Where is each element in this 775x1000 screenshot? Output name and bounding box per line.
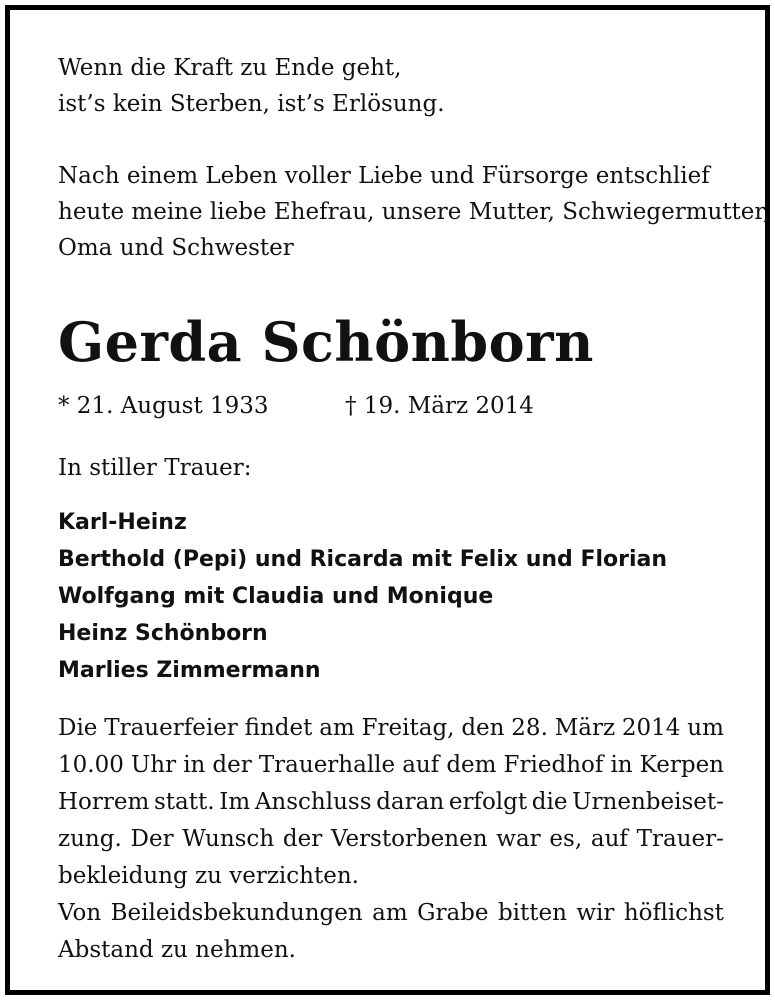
service-word: Abstand zu nehmen.: [58, 937, 296, 963]
family-member: Marlies Zimmermann: [58, 658, 321, 683]
intro-line: Oma und Schwester: [58, 235, 294, 261]
service-word: der: [212, 752, 252, 778]
service-line: [58, 895, 724, 932]
service-word: Die: [58, 715, 98, 741]
motto-line: ist’s kein Sterben, ist’s Erlösung.: [58, 91, 445, 117]
service-line: [58, 821, 724, 858]
deceased-name: Gerda Schönborn: [58, 310, 594, 374]
service-word: am: [372, 900, 408, 926]
service-word: war: [496, 826, 541, 852]
service-word: Im: [219, 789, 251, 815]
motto: [58, 50, 445, 122]
service-line: [58, 858, 724, 895]
intro-line: heute meine liebe Ehefrau, unsere Mutter, Schwiegermutter,: [58, 199, 771, 225]
service-word: es,: [549, 826, 583, 852]
service-word: 28.: [511, 715, 548, 741]
service-line: [58, 784, 724, 821]
service-word: um: [687, 715, 724, 741]
service-word: Horrem: [58, 789, 150, 815]
intro-line: Nach einem Leben voller Liebe und Fürsorge entschlief: [58, 163, 710, 189]
service-word: zung.: [58, 826, 122, 852]
service-word: statt.: [154, 789, 215, 815]
service-word: Urnenbeiset-: [572, 789, 724, 815]
service-word: Kerpen: [639, 752, 724, 778]
service-line: [58, 710, 724, 747]
service-word: Trauerfeier: [104, 715, 238, 741]
intro-text: [58, 158, 770, 266]
service-word: den: [461, 715, 505, 741]
service-word: Trauer-: [636, 826, 724, 852]
family-member: Wolfgang mit Claudia und Monique: [58, 584, 494, 609]
service-word: dem: [446, 752, 497, 778]
service-word: Von: [58, 900, 102, 926]
service-word: wir: [576, 900, 615, 926]
service-word: auf: [402, 752, 440, 778]
service-word: Grabe: [417, 900, 489, 926]
service-word: bitten: [497, 900, 567, 926]
service-word: höflichst: [623, 900, 724, 926]
service-word: Uhr: [130, 752, 177, 778]
service-word: März: [554, 715, 616, 741]
service-word: 10.00: [58, 752, 124, 778]
service-word: Friedhof: [503, 752, 604, 778]
family-list: [58, 504, 667, 689]
service-word: der: [282, 826, 323, 852]
service-word: in: [183, 752, 206, 778]
service-word: in: [610, 752, 633, 778]
service-word: Anschluss: [254, 789, 372, 815]
service-word: Wunsch: [182, 826, 275, 852]
family-member: Berthold (Pepi) und Ricarda mit Felix und Florian: [58, 547, 668, 572]
motto-line: Wenn die Kraft zu Ende geht,: [58, 55, 402, 81]
mourning-heading: In stiller Trauer:: [58, 455, 252, 481]
service-word: Der: [130, 826, 174, 852]
service-word: findet: [244, 715, 313, 741]
service-word: am: [319, 715, 355, 741]
service-details: [58, 710, 724, 969]
service-word: Verstorbenen: [330, 826, 488, 852]
service-word: 2014: [621, 715, 681, 741]
family-member: Karl-Heinz: [58, 510, 187, 535]
birth-date: * 21. August 1933: [58, 393, 269, 419]
service-word: die: [531, 789, 568, 815]
service-word: daran: [376, 789, 445, 815]
service-line: [58, 932, 724, 969]
family-member: Heinz Schönborn: [58, 621, 268, 646]
service-word: erfolgt: [448, 789, 528, 815]
service-word: auf: [590, 826, 628, 852]
notice-frame: [5, 5, 770, 995]
service-word: Beileidsbekundungen: [110, 900, 363, 926]
death-date: † 19. März 2014: [345, 393, 534, 419]
service-word: Trauerhalle: [258, 752, 396, 778]
service-word: bekleidung zu verzichten.: [58, 863, 359, 889]
service-line: [58, 747, 724, 784]
service-word: Freitag,: [361, 715, 455, 741]
